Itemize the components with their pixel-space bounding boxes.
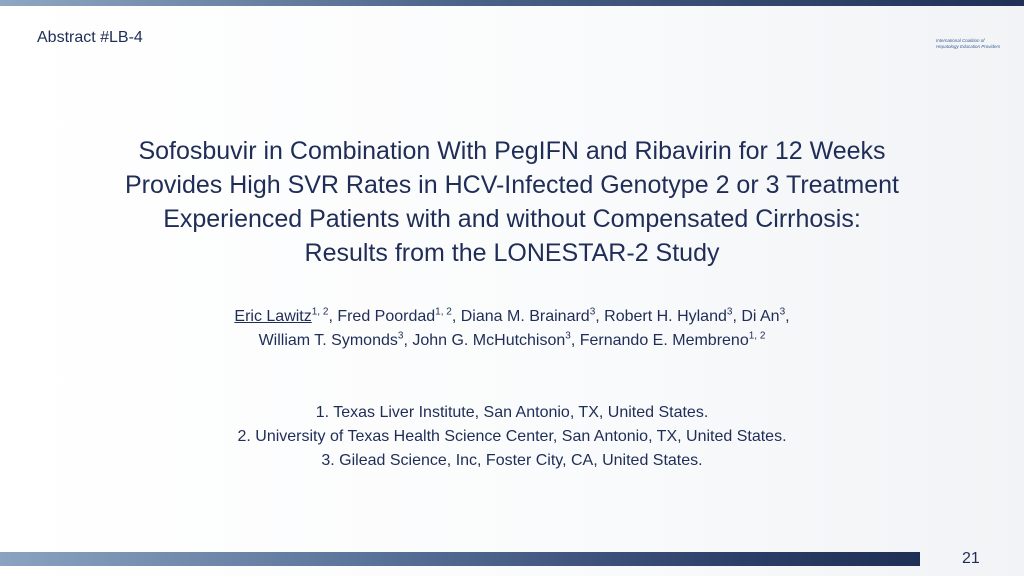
author-separator: , (451, 308, 461, 325)
title-line: Experienced Patients with and without Compensated Cirrhosis: (163, 205, 861, 233)
author-affiliation: 3 (779, 306, 786, 318)
abstract-id: Abstract #LB-4 (37, 29, 143, 46)
slide-page-number: 21 (962, 550, 980, 567)
author-separator: , (570, 332, 580, 349)
author-affiliation: 3 (397, 330, 404, 342)
author-line-2 (40, 329, 984, 353)
author-affiliation: 3 (589, 306, 596, 318)
author-name: Fernando E. Membreno (579, 332, 749, 349)
top-accent-bar (0, 0, 1024, 6)
author-affiliation: 1, 2 (435, 306, 452, 318)
author-affiliation: 1, 2 (311, 306, 329, 318)
author-affiliation: 3 (726, 306, 733, 318)
author-affiliation: 1, 2 (748, 330, 766, 342)
author-name: William T. Symonds (258, 332, 398, 349)
logo-line-2: Hepatology Education Providers (936, 44, 1001, 49)
author-separator: , (595, 308, 605, 325)
bottom-accent-bar (0, 552, 920, 566)
affiliation-item: 2. University of Texas Health Science Center, San Antonio, TX, United States. (237, 428, 787, 445)
author-separator: , (732, 308, 742, 325)
author-line-1 (40, 305, 984, 329)
affiliation-item: 3. Gilead Science, Inc, Foster City, CA, United States. (321, 452, 703, 469)
title-line: Sofosbuvir in Combination With PegIFN and Ribavirin for 12 Weeks (138, 137, 886, 165)
logo-line-1: International Coalition of (936, 38, 985, 43)
author-name: Robert H. Hyland (604, 308, 727, 325)
author-list (40, 305, 984, 353)
affiliation-item: 1. Texas Liver Institute, San Antonio, TX, United States. (315, 404, 709, 421)
author-separator: , (328, 308, 338, 325)
organization-logo (936, 38, 1016, 50)
author-separator: , (403, 332, 413, 349)
author-name: Fred Poordad (337, 308, 436, 325)
author-affiliation: 3 (565, 330, 571, 342)
author-name: John G. McHutchison (412, 332, 566, 349)
author-name: Diana M. Brainard (460, 308, 590, 325)
title-line: Results from the LONESTAR-2 Study (304, 239, 720, 267)
author-name: Di An (741, 308, 780, 325)
title-line: Provides High SVR Rates in HCV-Infected Genotype 2 or 3 Treatment (125, 171, 899, 199)
author-separator: , (785, 308, 790, 325)
affiliation-list (40, 401, 984, 473)
author-name-presenter: Eric Lawitz (234, 308, 312, 325)
presentation-title (40, 134, 984, 270)
